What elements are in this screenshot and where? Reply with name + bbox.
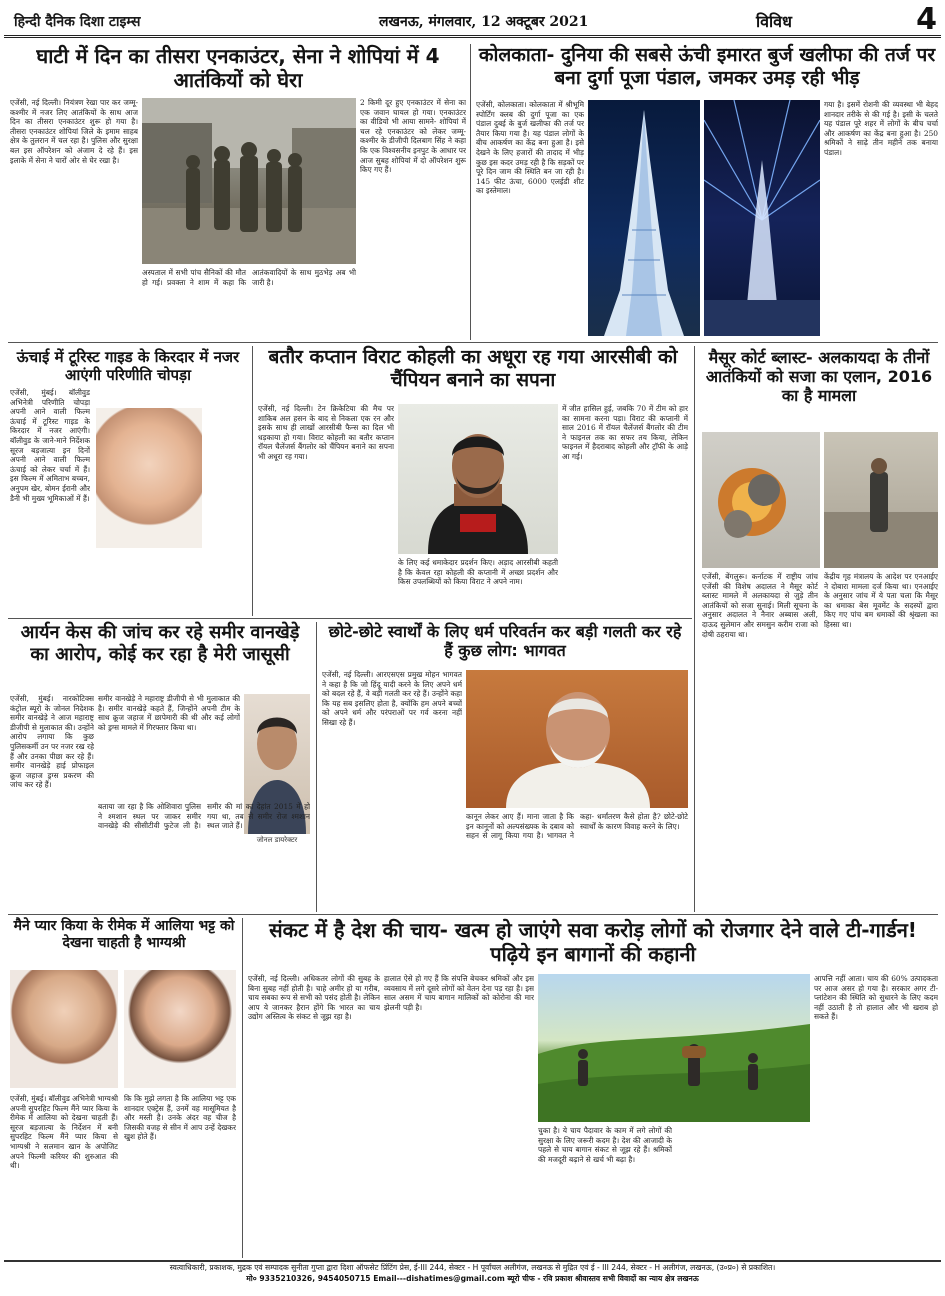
parineeti-headline: ऊंचाई में टूरिस्ट गाइड के किरदार में नजर आएंगी परिणीति चोपड़ा bbox=[16, 348, 240, 384]
imprint-line-2: मो० 9335210326, 9454050715 Email---dishatimes@gmail.com ब्यूरो चीफ - रवि प्रकाश श्रीवास्तव सभी विवादों का न्याय क्षेत्र लखनऊ bbox=[246, 1274, 699, 1283]
bhagwat-col2: कानून लेकर आए हैं। माना जाता है कि इन कानूनों को अल्पसंख्यक के दबाव को सहन से लागू किया गया है। भागवत ने कहा- धर्मांतरण कैसे होता है? छोटे-छोटे स्वार्थों के कारण विवाह करने के लिए। bbox=[466, 812, 688, 841]
kohli-col1: एजेंसी, नई दिल्ली। टेन क्रिकेटिया की मैच पर शाकिब अल हसन के बाद से निकला एक रन और इसके साथ ही लाखों आरसीबी फैन्स का दिल भी धड़काया हो गया। विराट कोहली का बतौर कप्तान रॉयल चैलेंजर्स बैंगलोर को चैंपियन बनाने का सपना भी अधूरा रह गया। bbox=[258, 404, 394, 461]
mysore-text: एजेंसी, बेंगलुरू। कर्नाटक में राष्ट्रीय जांच एजेंसी की विशेष अदालत ने मैसूर कोर्ट ब्लास्ट मामले में अलकायदा से जुड़े तीन आतंकियों को सजा सुनाई। मिली सूचना के अनुसार अदालत ने नैनार अब्बास अली, दाऊद सुलेमान और समसुन करीम राजा को दोषी ठहराया था। bbox=[702, 572, 818, 639]
encounter-col3: 2 किमी दूर हुए एनकाउंटर में सेना का एक जवान घायल हो गया। एनकाउंटर का वीडियो भी आया सामने- शोपियां में चल रहे एनकाउंटर को लेकर जम्मू-कश्मीर के डीजीपी दिलबाग सिंह ने कहा कि एक विश्वसनीय इनपुट के आधार पर आज सुबह शोपियां में दो ऑपरेशन शुरू किए गए हैं। bbox=[360, 98, 466, 175]
bhagyashree-col2: कि कि मुझे लगता है कि आलिया भट्ट एक शानदार एक्ट्रेस हैं, उनमें वह मासूमियत है और मस्ती है। उनके अंदर वह चीज है जिसकी वजह से सीन में आप उन्हें देखकर खुश होते हैं। bbox=[124, 1094, 236, 1142]
paper-name: हिन्दी दैनिक दिशा टाइम्स bbox=[14, 14, 141, 30]
aryan-bottom: बताया जा रहा है कि ओशिवारा पुलिस ने श्मशान स्थल पर जाकर समीर वानखेड़े की सीसीटीवी फुटेज ली है। समीर की मां का देहांत 2015 में हो गया था, तब से समीर रोज श्मशान स्थल जाते हैं। bbox=[98, 802, 310, 831]
kohli-photo bbox=[398, 404, 558, 554]
mysore-headline: मैसूर कोर्ट ब्लास्ट- अलकायदा के तीनों आतंकियों को सजा का एलान, 2016 का है मामला bbox=[705, 348, 933, 406]
encounter-headline: घाटी में दिन का तीसरा एनकाउंटर, सेना ने शोपियां में 4 आतंकियों को घेरा bbox=[36, 44, 440, 92]
burj-pandal-photo bbox=[588, 100, 700, 336]
parineeti-photo bbox=[96, 408, 202, 548]
parineeti-text: एजेंसी, मुंबई। बॉलीवुड अभिनेत्री परिणीति चोपड़ा अपनी आने वाली फिल्म ऊंचाई में टूरिस्ट गाइड के किरदार में नजर आएंगी। बॉलीवुड के जाने-माने निर्देशक सूरज बड़जात्या इन दिनों अपनी आने वाली फिल्म ऊंचाई को लेकर चर्चा में हैं। इस फिल्म में अमिताभ बच्चन, अनुपम खेर, बोमन ईरानी और डैनी भी मुख्य भूमिकाओं में हैं। bbox=[10, 388, 90, 503]
kolkata-col2: गया है। इसमें रोशनी की व्यवस्था भी बेहद शानदार तरीके से की गई है। इसी के चलते यह पंडाल पूरे शहर में लोगों के बीच चर्चा और आकर्षण का केंद्र बना हुआ है। 250 श्रमिकों ने साढ़े तीन महीने तक बनाया पंडाल। bbox=[824, 100, 938, 157]
mysore-col2: केंद्रीय गृह मंत्रालय के आदेश पर एनआईए ने दोबारा मामला दर्ज किया था। एनआईए के अनुसार जांच में ये पता चला कि मैसूर का धमाका बेस मूवमेंट के सदस्यों द्वारा किए गए पांच बम धमाकों की श्रृंखला का हिस्सा था। bbox=[824, 572, 938, 629]
bhagyashree-text: एजेंसी, मुंबई। बॉलीवुड अभिनेत्री भाग्यश्री अपनी सुपरहिट फिल्म मैंने प्यार किया के रीमेक में आलिया को देखना चाहती हैं। सूरज बड़जात्या के निर्देशन में बनी सुपरहिट फिल्म मैंने प्यार किया से भाग्यश्री ने सलमान खान के अपोजिट अपने फिल्मी करियर की शुरुआत की थी। bbox=[10, 1094, 118, 1171]
tea-col1: एजेंसी, नई दिल्ली। अधिकतर लोगों की सुबह के बिना सुबह नहीं होती है। चाहे अमीर हो या गरीब, चाय सबका रूप से सभी को पसंद होती है। लेकिन आप ये जानकर हैरान होंगे कि भारत का चाय उद्योग अस्तित्व के संकट से जूझ रहा है। bbox=[248, 974, 380, 1022]
kohli-headline: बतौर कप्तान विराट कोहली का अधूरा रह गया आरसीबी को चैंपियन बनाने का सपना bbox=[268, 346, 678, 391]
bhagyashree-headline: मैने प्यार किया के रीमेक में आलिया भट्ट को देखना चाहती है भाग्यश्री bbox=[13, 918, 235, 951]
wankhede-photo-caption: जोनल डायरेक्टर bbox=[256, 836, 298, 844]
tea-col3: चुका है। ये चाय पैदावार के काम में लगे लोगों की सुरक्षा के लिए जरूरी कदम है। देश की आजादी के पहले से चाय बागान संकट से जूझ रहे हैं। श्रमिकों की मजदूरी बढ़ाने से खर्च भी बढ़ा है। bbox=[538, 1126, 672, 1164]
tea-col2: हालात ऐसे हो गए हैं कि संपत्ति बेचकर श्रमिकों और इस व्यवसाय में लगे दूसरे लोगों को वेतन देना पड़ रहा है। इस साल असम में चाय बागान मालिकों को कोरोना की मार झेलनी पड़ी है। bbox=[384, 974, 534, 1012]
tea-headline: संकट में है देश की चाय- खत्म हो जाएंगे सवा करोड़ लोगों को रोजगार देने वाले टी-गार्डन! पढ़िये इन बागानों की कहानी bbox=[269, 918, 917, 966]
kohli-bottom: के लिए कई धमाकेदार प्रदर्शन किए। अड़ाद आरसीबी कहती है कि केवल रहा कोहली की कप्तानी में अच्छा प्रदर्शन और किस उपलब्धियों को किया विराट ने अपने नाम। bbox=[398, 558, 558, 587]
encounter-photo-caption: अस्पताल में सभी पांच सैनिकों की मौत हो गई। प्रवक्ता ने शाम में कहा कि आतंकवादियों के साथ मुठभेड़ अब भी जारी है। bbox=[142, 268, 356, 287]
kohli-col2: में जीत हासिल हुई, जबकि 70 में टीम को हार का सामना करना पड़ा। विराट की कप्तानी में साल 2016 में रॉयल चैलेंजर्स बैंगलोर की टीम ने फाइनल तक का सफर तय किया, लेकिन फाइनल में हैदराबाद कोहली और ट्रॉफी के आड़े आ गई। bbox=[562, 404, 688, 461]
tea-col3b bbox=[676, 1126, 810, 1256]
court-photo bbox=[824, 432, 938, 568]
bhagyashree-photo bbox=[124, 970, 236, 1088]
newspaper-page bbox=[4, 4, 941, 1292]
tea-garden-photo bbox=[538, 974, 810, 1122]
aryan-col2: समीर वानखेड़े ने महाराष्ट्र डीजीपी से भी मुलाकात की है। समीर वानखेड़े कहते हैं, जिन्होंने अपनी टीम के साथ क्रूज जहाज में छापेमारी की थी और कई लोगों को ड्रग्स मामले में गिरफ्तार किया था। bbox=[98, 694, 240, 732]
bhagwat-text: एजेंसी, नई दिल्ली। आरएसएस प्रमुख मोहन भागवत ने कहा है कि जो हिंदू यादी करने के लिए अपने धर्म को बदल रहे हैं, वे बड़ी गलती कर रहे हैं। उन्होंने कहा कि यह सब इसलिए होता है, क्योंकि हम अपने बच्चों को अपने धर्म और परंपराओं पर गर्व करना नहीं सिखा रहे हैं। bbox=[322, 670, 462, 727]
section-name: विविध bbox=[756, 12, 792, 31]
imprint-line-1: स्वत्वाधिकारी, प्रकाशक, मुद्रक एवं सम्पादक सुनीता गुप्ता द्वारा दिशा ऑफसेट प्रिंटिंग प्रेस, ई-III 244, सेक्टर - H पूर्वांचल अलीगंज, लखनऊ से मुद्रित एवं ई - III 244, सेक्टर - H अलीगंज, लखनऊ, (उ०प्र०) से प्रकाशित। bbox=[169, 1263, 776, 1272]
masthead bbox=[4, 4, 941, 38]
page-number: 4 bbox=[916, 2, 937, 37]
alia-photo bbox=[10, 970, 118, 1088]
aryan-col1: एजेंसी, मुंबई। नारकोटिक्स कंट्रोल ब्यूरो के जोनल निदेशक समीर वानखेड़े ने आज महाराष्ट्र डीजीपी से मुलाकात की। उन्होंने आरोप लगाया कि कुछ पुलिसकर्मी उन पर नजर रख रहे हैं और उनका पीछा कर रहे हैं। समीर वानखेड़े हाई प्रोफाइल क्रूज जहाज ड्रग्स प्रकरण की जांच कर रहे हैं। bbox=[10, 694, 94, 790]
imprint-footer bbox=[4, 1260, 941, 1292]
date-line: लखनऊ, मंगलवार, 12 अक्टूबर 2021 bbox=[379, 14, 589, 30]
parineeti-side-text bbox=[204, 388, 248, 528]
kolkata-col1: एजेंसी, कोलकाता। कोलकाता में श्रीभूमि स्पोर्टिंग क्लब की दुर्गा पूजा का एक पंडाल दुबई के बुर्ज खलीफा की तर्ज पर तैयार किया गया है। यह पंडाल लोगों के बीच आकर्षण का केंद्र बना हुआ है। इसे देखने के लिए हजारों की तादाद में भीड़ कुछ इस कदर उमड़ रही है कि सड़कों पर पूरे दिन जाम की स्थिति बन जा रही है। 145 फीट ऊंचा, 6000 एलईडी शीट का इस्तेमाल। bbox=[476, 100, 584, 196]
tea-col4: आपत्ति नहीं आता। चाय की 60% उत्पादकता पर आज असर हो गया है। सरकार अगर टी-प्लांटेशन की स्थिति को सुधारने के लिए कदम नहीं उठाती है तो हालात और भी खराब हो सकते हैं। bbox=[814, 974, 938, 1022]
encounter-lead: एजेंसी, नई दिल्ली। नियंत्रण रेखा पार कर जम्मू-कश्मीर में नजर लिए आतंकियों के साथ आज दिन का तीसरा एनकाउंटर शुरू हो गया है। तीसरा एनकाउंटर शोपियां जिले के इमाम साहब क्षेत्र के तुलरान में चल रहा है। पुलिस और सुरक्षा बल इस ऑपरेशन को अंजाम दे रहे हैं। इस इलाके में सेना ने चारों ओर से घेर रखा है। bbox=[10, 98, 138, 165]
bhagwat-photo bbox=[466, 670, 688, 808]
aryan-headline: आर्यन केस की जांच कर रहे समीर वानखेड़े का आरोप, कोई कर रहा है मेरी जासूसी bbox=[20, 622, 300, 665]
pandal-lights-photo bbox=[704, 100, 820, 336]
soldiers-photo bbox=[142, 98, 356, 264]
bhagwat-headline: छोटे-छोटे स्वार्थों के लिए धर्म परिवर्तन कर बड़ी गलती कर रहे हैं कुछ लोग: भागवत bbox=[328, 622, 682, 661]
kolkata-headline: कोलकाता- दुनिया की सबसे ऊंची इमारत बुर्ज खलीफा की तर्ज पर बना दुर्गा पूजा पंडाल, जमकर उमड़ रही भीड़ bbox=[478, 44, 936, 89]
blast-photo bbox=[702, 432, 820, 568]
